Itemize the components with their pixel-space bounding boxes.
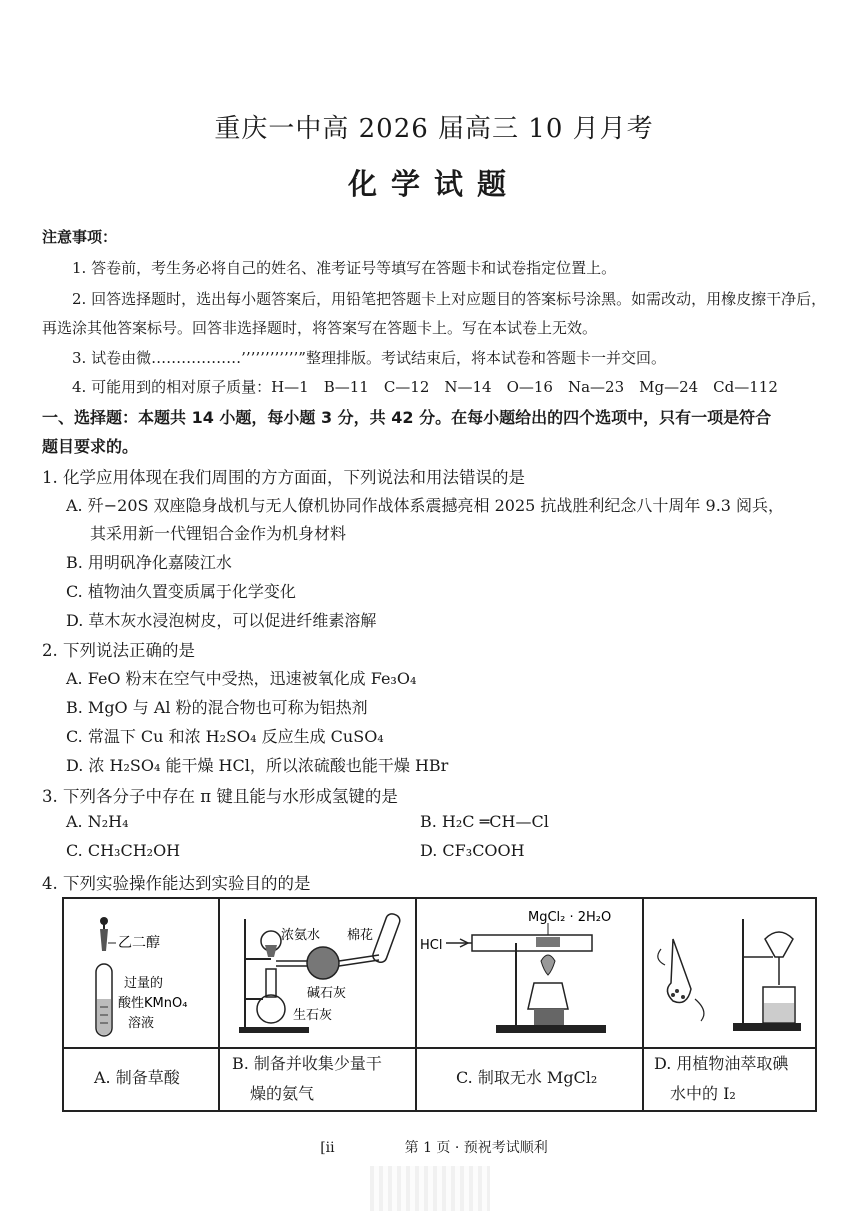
notice-item-2: 2. 回答选择题时，选出每小题答案后，用铅笔把答题卡上对应题目的答案标号涂黑。如需改动，用橡皮擦干净后， <box>72 290 827 308</box>
notice-heading: 注意事项： <box>42 228 118 246</box>
question-2-option-b: B. MgO 与 Al 粉的混合物也可称为铝热剂 <box>66 698 368 717</box>
diagram-label: 过量的 <box>124 976 164 991</box>
diagram-label: 浓氨水 <box>281 928 321 943</box>
option-b-label-cont: 燥的氨气 <box>250 1084 315 1103</box>
exam-subject: 化学试题 <box>347 167 520 201</box>
option-b-label: B. 制备并收集少量干 <box>232 1054 382 1073</box>
section-heading-cont: 题目要求的。 <box>42 437 139 456</box>
notice-item-2-cont: 再选涂其他答案标号。回答非选择题时，将答案写在答题卡上。写在本试卷上无效。 <box>42 319 598 337</box>
question-2-stem: 2. 下列说法正确的是 <box>42 641 195 660</box>
notice-item-1: 1. 答卷前，考生务必将自己的姓名、准考证号等填写在答题卡和试卷指定位置上。 <box>72 259 617 277</box>
option-c-label: C. 制取无水 MgCl₂ <box>456 1068 598 1087</box>
question-3-option-d: D. CF₃COOH <box>420 841 525 860</box>
option-d-label-cont: 水中的 I₂ <box>670 1084 736 1103</box>
notice-item-3: 3. 试卷由微………………’’’’’’’’’’’’”整理排版。考试结束后，将本试卷和答题卡一并交回。 <box>72 349 666 367</box>
question-2-option-c: C. 常温下 Cu 和浓 H₂SO₄ 反应生成 CuSO₄ <box>66 727 384 746</box>
option-d-label: D. 用植物油萃取碘 <box>654 1054 789 1073</box>
apparatus-c-diagram <box>416 899 642 1047</box>
apparatus-a-diagram <box>64 899 218 1047</box>
page-footer: [ⅱ 第 1 页 · 预祝考试顺利 <box>320 1140 548 1156</box>
diagram-label: 棉花 <box>347 928 374 943</box>
diagram-label: 碱石灰 <box>307 986 347 1001</box>
question-1-option-d: D. 草木灰水浸泡树皮，可以促进纤维素溶解 <box>66 611 377 630</box>
diagram-label: 溶液 <box>128 1016 155 1031</box>
question-1-stem: 1. 化学应用体现在我们周围的方方面面，下列说法和用法错误的是 <box>42 468 525 487</box>
question-4-stem: 4. 下列实验操作能达到实验目的的是 <box>42 874 311 893</box>
question-1-option-a: A. 歼−20S 双座隐身战机与无人僚机协同作战体系震撼亮相 2025 抗战胜利纪念八十周年 9.3 阅兵， <box>66 496 785 515</box>
option-a-label: A. 制备草酸 <box>94 1068 180 1087</box>
question-3-option-a: A. N₂H₄ <box>66 812 129 831</box>
watermark-smudge <box>370 1166 490 1211</box>
question-2-option-d: D. 浓 H₂SO₄ 能干燥 HCl，所以浓硫酸也能干燥 HBr <box>66 756 449 775</box>
question-1-option-b: B. 用明矾净化嘉陵江水 <box>66 553 232 572</box>
diagram-label: 酸性KMnO₄ <box>118 996 188 1011</box>
question-3-option-c: C. CH₃CH₂OH <box>66 841 181 860</box>
notice-item-4: 4. 可能用到的相对原子质量：H—1 B—11 C—12 N—14 O—16 Na—23 Mg—24 Cd—112 <box>72 378 778 396</box>
experiment-table <box>62 897 817 1112</box>
apparatus-d-diagram <box>643 899 815 1047</box>
question-1-option-a-cont: 其采用新一代锂铝合金作为机身材料 <box>90 524 347 543</box>
apparatus-b-diagram <box>219 899 415 1047</box>
diagram-label: 乙二醇 <box>118 935 160 951</box>
section-heading: 一、选择题：本题共 14 小题，每小题 3 分，共 42 分。在每小题给出的四个选项中，只有一项是符合 <box>42 408 772 427</box>
question-2-option-a: A. FeO 粉末在空气中受热，迅速被氧化成 Fe₃O₄ <box>66 669 417 688</box>
exam-title: 重庆一中高 2026 届高三 10 月月考 <box>214 114 654 144</box>
diagram-label: MgCl₂ · 2H₂O <box>528 910 612 925</box>
diagram-label: 生石灰 <box>293 1008 333 1023</box>
question-3-stem: 3. 下列各分子中存在 π 键且能与水形成氢键的是 <box>42 787 398 806</box>
diagram-label: HCl <box>420 938 443 953</box>
question-3-option-b: B. H₂C ═CH—Cl <box>420 812 549 831</box>
question-1-option-c: C. 植物油久置变质属于化学变化 <box>66 582 296 601</box>
